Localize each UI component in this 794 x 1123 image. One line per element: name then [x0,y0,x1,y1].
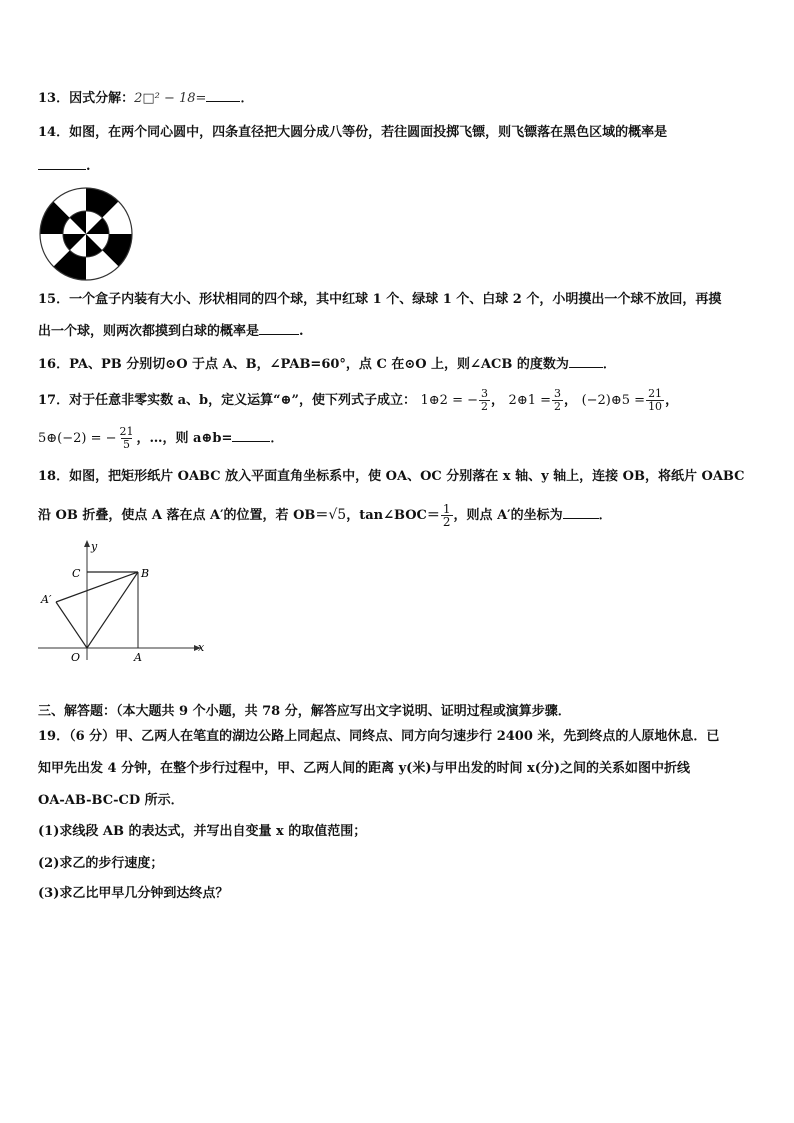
q18-label-x: x [198,641,205,654]
question-18-line2 [38,500,612,531]
q18-line1: 18．如图，把矩形纸片 OABC 放入平面直角坐标系中，使 OA、OC 分别落在 x 轴、y 轴上，连接 OB，将纸片 OABC [38,469,745,484]
q13-suffix: ． [240,91,254,106]
q18-line2-a: 沿 OB 折叠，使点 A 落在点 A′的位置，若 OB＝ [38,508,329,523]
question-17-line2 [38,424,283,454]
section-3-heading: 三、解答题：（本大题共 9 个小题，共 78 分，解答应写出文字说明、证明过程或演算步骤． [38,704,571,719]
q17-eq3-fraction [646,388,664,413]
q17-sep3: ， [665,393,679,408]
q15-line2: 出一个球，则两次都摸到白球的概率是 [38,324,260,339]
q17-eq1-den: 2 [481,400,488,413]
q14-line1: 14．如图，在两个同心圆中，四条直径把大圆分成八等份，若往圆面投掷飞镖，则飞镖落在黑色区域的概率是 [38,125,668,140]
q17-eq2-fraction [552,388,563,413]
q18-answer-blank [563,506,599,519]
question-19-part3: (3)求乙比甲早几分钟到达终点？ [38,886,229,901]
question-14 [38,124,667,142]
question-15-line2 [38,322,304,341]
q18-tan-fraction [441,503,453,528]
question-17 [38,386,678,416]
q17-eq4-lhs: 5⊕(−2) = − [38,431,117,446]
q18-segment-ob [87,572,138,648]
q18-suffix: ． [598,508,612,523]
q18-sqrt5: √5 [328,507,347,523]
q17-eq1-fraction [479,388,490,413]
q17-eq3-lhs: (−2)⊕5 = [581,393,646,408]
q18-line2-b: ，tan∠BOC＝ [346,508,440,523]
q13-expression: 2□² − 18= [134,91,207,106]
question-19-line2: 知甲先出发 4 分钟，在整个步行过程中，甲、乙两人间的距离 y(米)与甲出发的时间 x(分)之间的关系如图中折线 [38,761,691,776]
q18-line2-c: ，则点 A′的坐标为 [453,508,563,523]
q18-coordinate-figure [34,538,210,664]
question-13 [38,89,253,108]
q18-label-a: A [134,651,142,664]
q17-eq1-num: 3 [481,387,488,400]
q16-answer-blank [569,355,603,368]
q17-answer-blank [232,429,270,442]
q15-answer-blank [259,322,299,335]
q17-line1: 17．对于任意非零实数 a、b，定义运算“⊕”，使下列式子成立： [38,393,416,408]
q16-text: 16．PA、PB 分别切⊙O 于点 A、B，∠PAB=60°，点 C 在⊙O 上，则∠ACB 的度数为 [38,357,569,372]
q18-label-a-prime: A′ [41,593,52,606]
q17-eq4-num: 21 [119,425,134,438]
q18-segment-a-prime-b [56,572,138,602]
question-19-part1: (1)求线段 AB 的表达式，并写出自变量 x 的取值范围； [38,824,367,839]
question-19-line1: 19．（6 分）甲、乙两人在笔直的湖边公路上同起点、同终点、同方向匀速步行 2400 米，先到终点的人原地休息．已 [38,729,720,744]
q17-eq2-lhs: 2⊕1 = [508,393,552,408]
q16-suffix: ． [602,357,616,372]
q18-label-c: C [72,567,81,580]
question-19-line3: OA-AB-BC-CD 所示． [38,793,184,808]
q15-suffix: . [299,324,304,339]
q17-eq3-den: 10 [648,400,663,413]
q17-eq3-num: 21 [648,387,663,400]
question-19-part2: (2)求乙的步行速度； [38,856,164,871]
q14-answer-blank [38,157,86,170]
question-14-line2 [38,157,91,176]
question-18 [38,468,745,486]
q13-answer-blank [206,89,240,102]
q18-label-y: y [91,540,98,553]
q17-sep2: ， [564,393,578,408]
q18-frac-num: 1 [442,502,451,516]
q17-eq2-num: 3 [554,387,562,400]
q14-suffix: . [86,159,91,174]
q17-sep1: ， [491,393,505,408]
question-16 [38,355,616,374]
q17-eq4-den: 5 [123,438,131,451]
q18-label-b: B [141,567,150,580]
q18-label-o: O [71,651,81,664]
q17-suffix: ． [270,431,284,446]
q14-concentric-circles-figure [38,186,134,282]
q17-eq1-lhs: 1⊕2 = − [420,393,478,408]
q17-eq2-den: 2 [554,400,562,413]
q15-line1: 15．一个盒子内装有大小、形状相同的四个球，其中红球 1 个、绿球 1 个、白球 2 个，小明摸出一个球不放回，再摸 [38,292,722,307]
question-15 [38,291,721,309]
q18-frac-den: 2 [442,515,451,529]
q17-line2-mid: ，…，则 a⊕b= [136,431,233,446]
q18-y-arrow-icon [84,540,90,547]
q13-prefix: 13．因式分解： [38,91,135,106]
q18-segment-oa-prime [56,602,87,648]
q17-eq4-fraction [118,426,136,451]
